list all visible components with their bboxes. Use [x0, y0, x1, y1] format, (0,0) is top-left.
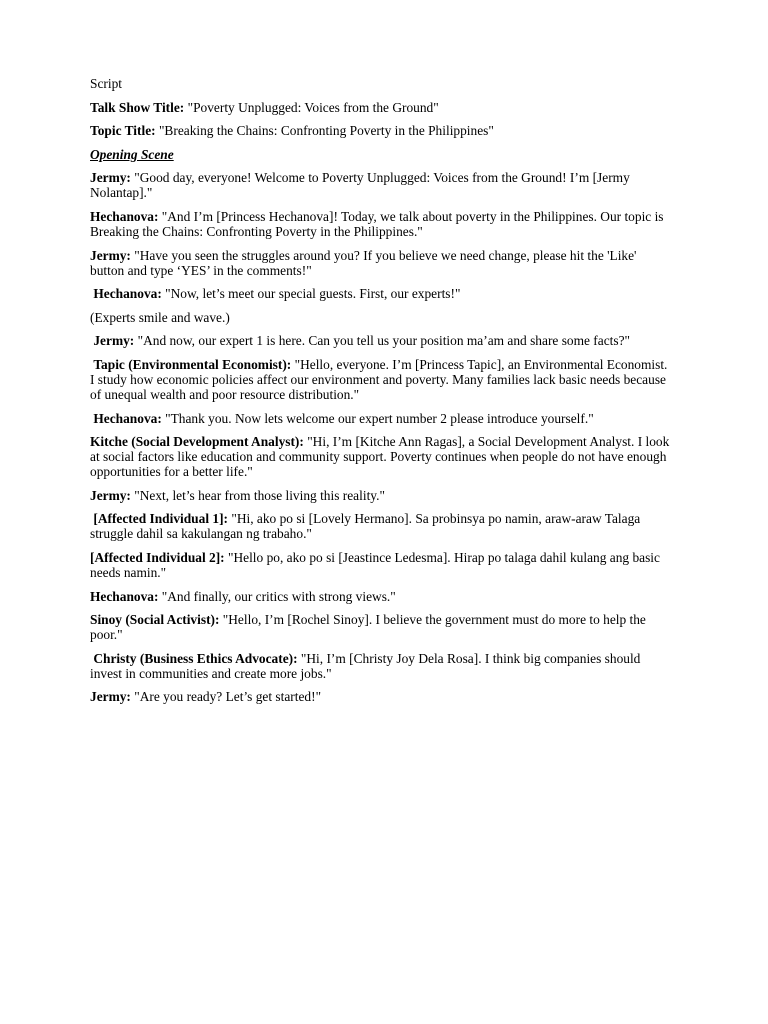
speaker-name: Jermy:: [90, 170, 131, 186]
talk-show-title-label: Talk Show Title:: [90, 99, 185, 115]
speaker-name: Jermy:: [93, 333, 135, 349]
dialogue-text: "Next, let’s hear from those living this reality.": [130, 487, 385, 503]
dialogue-text: "Thank you. Now lets welcome our expert number 2 please introduce yourself.": [161, 410, 594, 426]
dialogue-text: "Hi, I’m [Kitche Ann Ragas], a Social Development Analyst. I look at social factors like education and community support. Poverty continues when people do not have enough opportunities for a better life.": [90, 434, 670, 480]
dialogue-text: "Are you ready? Let’s get started!": [130, 689, 322, 705]
script-line: [90, 411, 672, 426]
script-line: [90, 612, 672, 642]
script-line: [90, 333, 672, 348]
speaker-name: Christy (Business Ethics Advocate):: [93, 650, 298, 666]
dialogue-text: "And now, our expert 1 is here. Can you tell us your position ma’am and share some facts?": [134, 333, 630, 349]
script-line: [90, 689, 672, 704]
dialogue-text: "And I’m [Princess Hechanova]! Today, we talk about poverty in the Philippines. Our topic is Breaking the Chains: Confronting Poverty in the Philippines.": [90, 208, 664, 239]
dialogue-text: "Hello, I’m [Rochel Sinoy]. I believe the government must do more to help the poor.": [90, 612, 646, 643]
speaker-name: Kitche (Social Development Analyst):: [90, 434, 304, 450]
dialogue-text: "Now, let’s meet our special guests. First, our experts!": [161, 286, 461, 302]
speaker-name: Jermy:: [90, 689, 131, 705]
script-line: [90, 357, 672, 402]
topic-title-value: "Breaking the Chains: Confronting Poverty in the Philippines": [155, 123, 494, 139]
script-line: [90, 589, 672, 604]
scene-heading-line: [90, 147, 672, 162]
document-heading: Script: [90, 76, 122, 91]
script-line: [90, 488, 672, 503]
scene-heading: Opening Scene: [90, 146, 174, 162]
speaker-name: Hechanova:: [90, 208, 159, 224]
script-line: [90, 170, 672, 200]
topic-title-line: [90, 123, 672, 138]
dialogue-text: "Hi, I’m [Christy Joy Dela Rosa]. I think big companies should invest in communities and create more jobs.": [90, 650, 641, 681]
script-line: [90, 248, 672, 278]
dialogue-text: "Good day, everyone! Welcome to Poverty Unplugged: Voices from the Ground! I’m [Jermy Nolantap].": [90, 170, 630, 201]
speaker-name: Tapic (Environmental Economist):: [93, 356, 292, 372]
script-line: [90, 511, 672, 541]
script-line: [90, 550, 672, 580]
dialogue-text: "And finally, our critics with strong views.": [158, 588, 396, 604]
stage-direction: [90, 310, 672, 325]
speaker-name: Hechanova:: [93, 410, 162, 426]
talk-show-title-line: [90, 100, 672, 115]
script-line: [90, 434, 672, 479]
script-line: [90, 286, 672, 301]
speaker-name: Hechanova:: [93, 286, 162, 302]
speaker-name: Jermy:: [90, 247, 131, 263]
topic-title-label: Topic Title:: [90, 123, 156, 139]
speaker-name: Jermy:: [90, 487, 131, 503]
dialogue-text: "Hello po, ako po si [Jeastince Ledesma]. Hirap po talaga dahil kulang ang basic needs namin.": [90, 549, 660, 580]
speaker-name: [Affected Individual 1]:: [93, 511, 229, 527]
script-line: [90, 651, 672, 681]
speaker-name: Hechanova:: [90, 588, 159, 604]
dialogue-text: "Have you seen the struggles around you? If you believe we need change, please hit the 'Like' button and type ‘YES’ in the comments!": [90, 247, 637, 278]
dialogue-text: "Hello, everyone. I’m [Princess Tapic], an Environmental Economist. I study how economic policies affect our environment and poverty. Many families lack basic needs because of unequal wealth and poor resource distribution.": [90, 356, 668, 402]
talk-show-title-value: "Poverty Unplugged: Voices from the Ground": [184, 99, 439, 115]
speaker-name: Sinoy (Social Activist):: [90, 612, 220, 628]
document-page: [90, 76, 672, 713]
script-line: [90, 209, 672, 239]
speaker-name: [Affected Individual 2]:: [90, 549, 225, 565]
stage-direction-text: (Experts smile and wave.): [90, 309, 230, 325]
dialogue-text: "Hi, ako po si [Lovely Hermano]. Sa probinsya po namin, araw-araw Talaga struggle dahil sa kakulangan ng trabaho.": [90, 511, 641, 542]
